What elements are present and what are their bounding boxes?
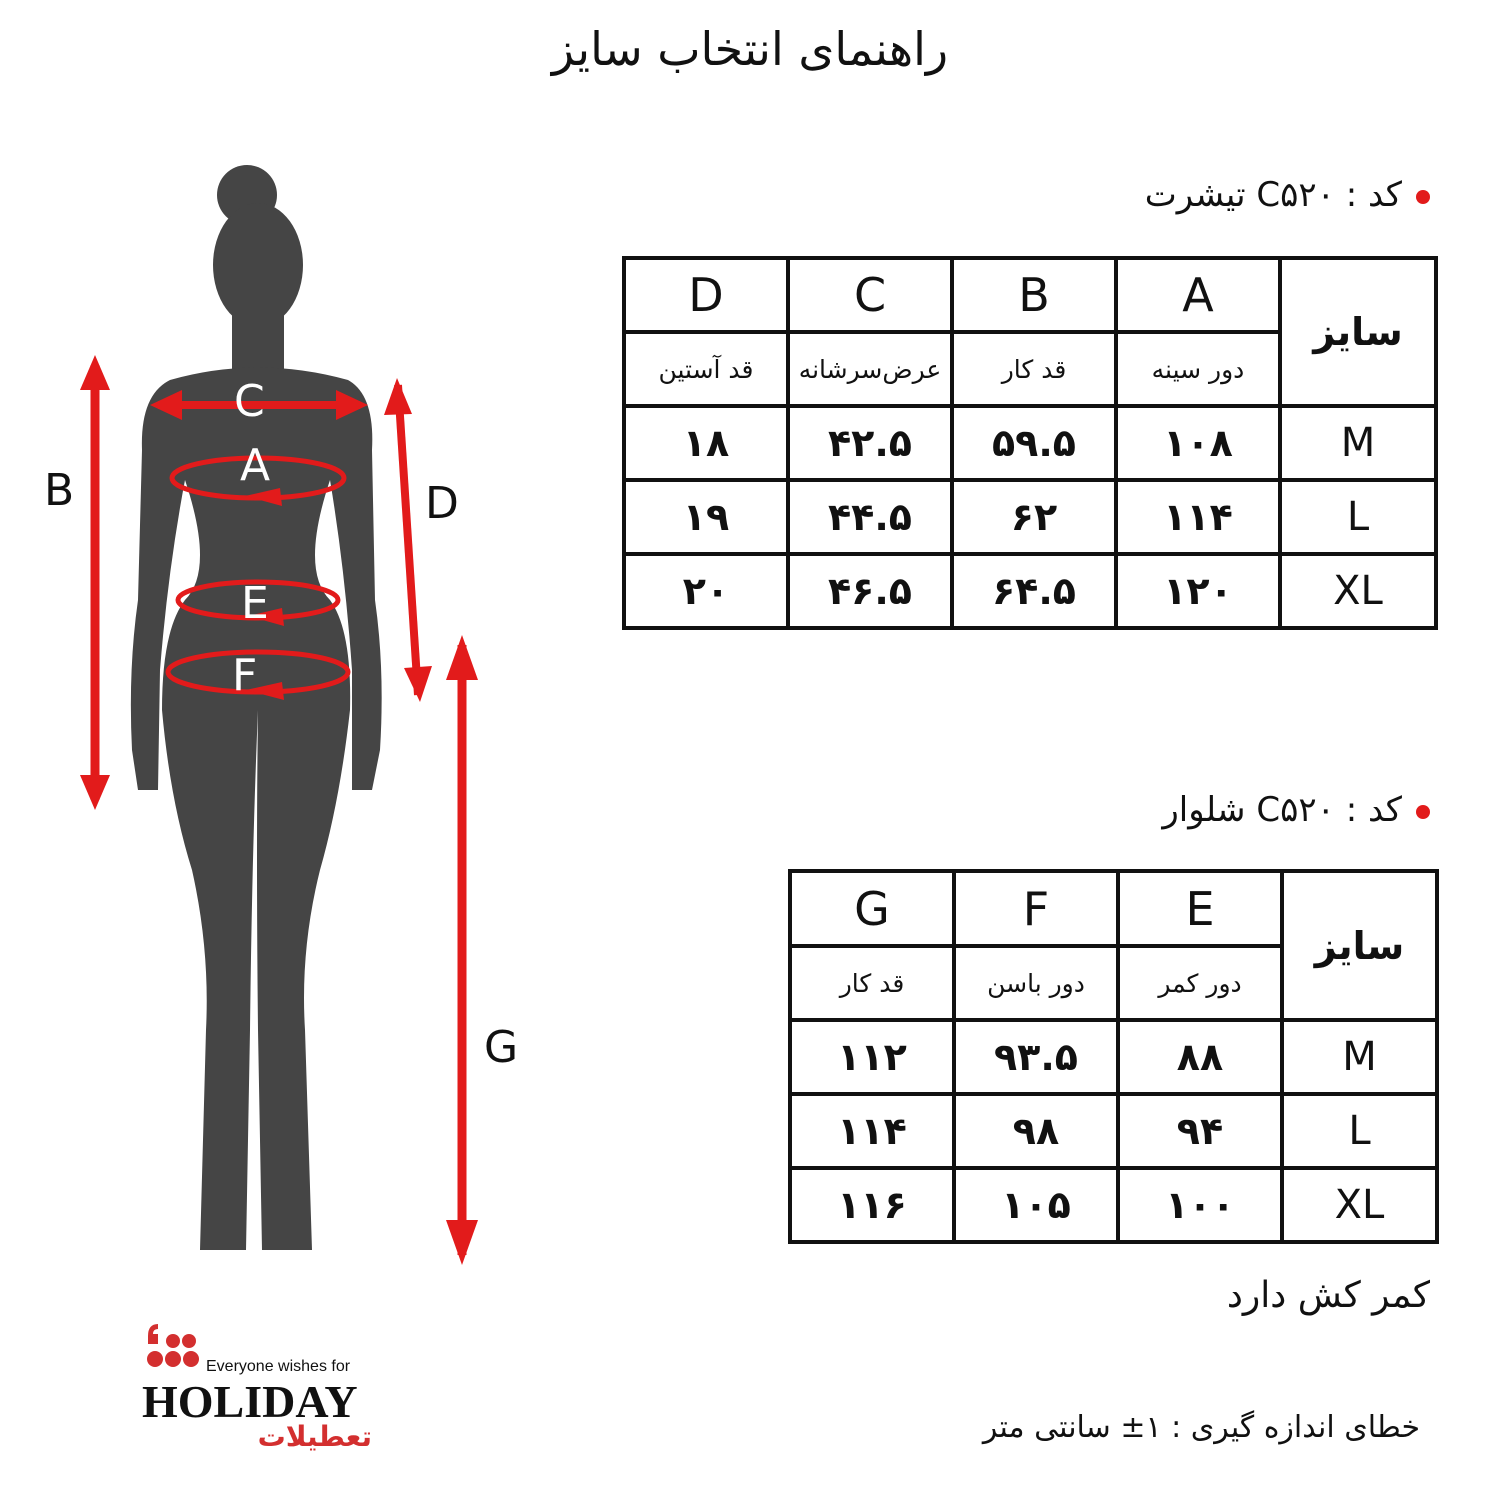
shirt-col-label: عرض‌سرشانه [788, 332, 952, 406]
bullet-dot [1416, 805, 1430, 819]
shirt-col-letter: C [788, 258, 952, 332]
d-arrow [398, 385, 418, 695]
pants-col-label: دور کمر [1118, 946, 1282, 1020]
cell: ۱۹ [624, 480, 788, 554]
measurement-error-note: خطای اندازه گیری : ۱± سانتی متر [982, 1410, 1420, 1445]
label-g: G [484, 1022, 519, 1073]
pants-col-letter: E [1118, 871, 1282, 946]
size-cell: L [1282, 1094, 1437, 1168]
cell: ۱۱۴ [1116, 480, 1280, 554]
shirt-code-text: کد : C۵۲۰ تیشرت [1144, 175, 1402, 215]
cell: ۴۴.۵ [788, 480, 952, 554]
elastic-waist-note: کمر کش دارد [1226, 1275, 1430, 1316]
cell: ۱۰۸ [1116, 406, 1280, 480]
pants-size-table [788, 869, 1439, 1244]
pants-col-letter: G [790, 871, 954, 946]
cell: ۵۹.۵ [952, 406, 1116, 480]
size-cell: L [1280, 480, 1436, 554]
cell: ۱۰۰ [1118, 1168, 1282, 1242]
cell: ۶۴.۵ [952, 554, 1116, 628]
cell: ۸۸ [1118, 1020, 1282, 1094]
shirt-col-label: قد آستین [624, 332, 788, 406]
shirt-col-letter: A [1116, 258, 1280, 332]
bullet-dot [1416, 190, 1430, 204]
cell: ۲۰ [624, 554, 788, 628]
logo-tagline: Everyone wishes for [206, 1358, 351, 1375]
table-row [790, 1168, 1437, 1242]
pants-col-label: قد کار [790, 946, 954, 1020]
holiday-logo [142, 1320, 382, 1460]
page-title: راهنمای انتخاب سایز [551, 22, 949, 76]
size-cell: XL [1282, 1168, 1437, 1242]
size-cell: M [1280, 406, 1436, 480]
label-a: A [240, 440, 271, 491]
cell: ۴۲.۵ [788, 406, 952, 480]
table-row [624, 406, 1436, 480]
cell: ۹۳.۵ [954, 1020, 1118, 1094]
label-d: D [425, 478, 459, 529]
shirt-col-label: دور سینه [1116, 332, 1280, 406]
cell: ۱۱۴ [790, 1094, 954, 1168]
cell: ۱۰۵ [954, 1168, 1118, 1242]
label-e: E [241, 578, 269, 629]
cell: ۱۱۶ [790, 1168, 954, 1242]
table-row [790, 1094, 1437, 1168]
label-f: F [232, 650, 258, 701]
table-row [790, 1020, 1437, 1094]
cell: ۹۸ [954, 1094, 1118, 1168]
shirt-size-header: سایز [1280, 258, 1436, 406]
cell: ۱۸ [624, 406, 788, 480]
logo-persian: تعطیلات [257, 1420, 372, 1453]
cell: ۴۶.۵ [788, 554, 952, 628]
shirt-col-letter: D [624, 258, 788, 332]
logo-wordmark: HOLIDAY [142, 1376, 358, 1427]
size-cell: M [1282, 1020, 1437, 1094]
shirt-code-line [1145, 175, 1430, 215]
label-b: B [44, 465, 75, 516]
cell: ۱۲۰ [1116, 554, 1280, 628]
size-cell: XL [1280, 554, 1436, 628]
table-row [624, 554, 1436, 628]
cell: ۶۲ [952, 480, 1116, 554]
body-measurement-figure [0, 150, 560, 1290]
logo-dots-icon [142, 1320, 206, 1376]
label-c: C [234, 376, 265, 427]
shirt-col-letter: B [952, 258, 1116, 332]
shirt-col-label: قد کار [952, 332, 1116, 406]
cell: ۱۱۲ [790, 1020, 954, 1094]
silhouette [131, 165, 382, 1250]
table-row [624, 480, 1436, 554]
pants-code-line [1162, 790, 1430, 830]
pants-code-text: کد : C۵۲۰ شلوار [1162, 790, 1402, 830]
shirt-size-table [622, 256, 1438, 630]
pants-size-header: سایز [1282, 871, 1437, 1020]
cell: ۹۴ [1118, 1094, 1282, 1168]
pants-col-letter: F [954, 871, 1118, 946]
pants-col-label: دور باسن [954, 946, 1118, 1020]
